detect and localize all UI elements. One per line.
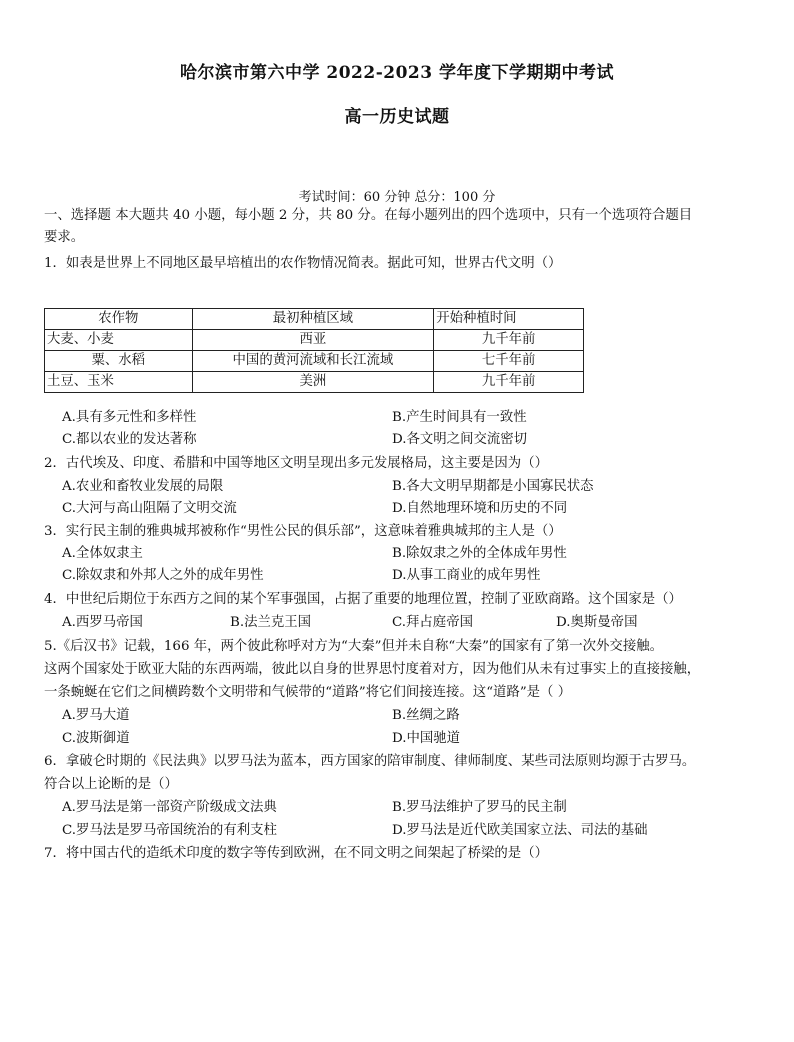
table-cell: 土豆、玉米 xyxy=(45,372,193,393)
question-1-stem: 1．如表是世界上不同地区最早培植出的农作物情况简表。据此可知，世界古代文明（） xyxy=(44,256,562,271)
question-6-option-c: C.罗马法是罗马帝国统治的有利支柱 xyxy=(62,823,277,838)
question-4-stem: 4．中世纪后期位于东西方之间的某个军事强国，占据了重要的地理位置，控制了亚欧商路。这个国家是（） xyxy=(44,592,682,607)
section-intro-line2: 要求。 xyxy=(44,230,85,245)
question-5-line1: 5.《后汉书》记载，166 年，两个彼此称呼对方为“大秦”但并未自称“大秦”的国家有了第一次外交接触。 xyxy=(44,639,663,654)
question-3-option-d: D.从事工商业的成年男性 xyxy=(392,568,541,583)
table-cell: 九千年前 xyxy=(434,372,584,393)
question-6-option-a: A.罗马法是第一部资产阶级成文法典 xyxy=(62,800,277,815)
question-2-option-a: A.农业和畜牧业发展的局限 xyxy=(62,479,224,494)
question-1-option-a: A.具有多元性和多样性 xyxy=(62,410,197,425)
question-5-option-d: D.中国驰道 xyxy=(392,731,461,746)
section-intro-line1: 一、选择题 本大题共 40 小题，每小题 2 分，共 80 分。在每小题列出的四个选项中，只有一个选项符合题目 xyxy=(44,208,693,223)
table-row xyxy=(45,351,584,372)
question-3-option-b: B.除奴隶之外的全体成年男性 xyxy=(392,546,567,561)
table-header-cell: 农作物 xyxy=(45,309,193,330)
question-4-option-a: A.西罗马帝国 xyxy=(62,615,143,630)
exam-title: 哈尔滨市第六中学 2022-2023 学年度下学期期中考试 xyxy=(179,63,615,83)
exam-subtitle: 高一历史试题 xyxy=(344,107,450,127)
question-1-option-d: D.各文明之间交流密切 xyxy=(392,432,528,447)
question-3-stem: 3．实行民主制的雅典城邦被称作“男性公民的俱乐部”，这意味着雅典城邦的主人是（） xyxy=(44,524,562,539)
table-cell: 美洲 xyxy=(192,372,434,393)
question-1-option-c: C.都以农业的发达著称 xyxy=(62,432,197,447)
question-6-line1: 6．拿破仑时期的《民法典》以罗马法为蓝本，西方国家的陪审制度、律师制度、某些司法原则均源于古罗马。 xyxy=(44,754,696,769)
question-3-option-c: C.除奴隶和外邦人之外的成年男性 xyxy=(62,568,264,583)
question-5-option-a: A.罗马大道 xyxy=(62,708,130,723)
question-7-stem: 7．将中国古代的造纸术印度的数字等传到欧洲，在不同文明之间架起了桥梁的是（） xyxy=(44,846,548,861)
table-header-cell: 开始种植时间 xyxy=(434,309,584,330)
table-header-cell: 最初种植区域 xyxy=(192,309,434,330)
table-cell: 中国的黄河流域和长江流域 xyxy=(192,351,434,372)
question-4-option-b: B.法兰克王国 xyxy=(230,615,312,630)
table-row xyxy=(45,330,584,351)
table-cell: 七千年前 xyxy=(434,351,584,372)
table-cell: 九千年前 xyxy=(434,330,584,351)
question-2-option-d: D.自然地理环境和历史的不同 xyxy=(392,501,568,516)
table-cell: 大麦、小麦 xyxy=(45,330,193,351)
table-header-row xyxy=(45,309,584,330)
table-row xyxy=(45,372,584,393)
question-2-stem: 2．古代埃及、印度、希腊和中国等地区文明呈现出多元发展格局，这主要是因为（） xyxy=(44,456,548,471)
table-cell: 西亚 xyxy=(192,330,434,351)
question-5-line3: 一条蜿蜒在它们之间横跨数个文明带和气候带的“道路”将它们间接连接。这“道路”是（ ） xyxy=(44,685,572,700)
question-6-option-b: B.罗马法维护了罗马的民主制 xyxy=(392,800,567,815)
question-4-option-d: D.奥斯曼帝国 xyxy=(556,615,638,630)
question-5-option-c: C.波斯御道 xyxy=(62,731,130,746)
table-cell: 粟、水稻 xyxy=(45,351,193,372)
question-2-option-b: B.各大文明早期都是小国寡民状态 xyxy=(392,479,594,494)
question-3-option-a: A.全体奴隶主 xyxy=(62,546,143,561)
question-1-option-b: B.产生时间具有一致性 xyxy=(392,410,527,425)
question-6-option-d: D.罗马法是近代欧美国家立法、司法的基础 xyxy=(392,823,648,838)
question-6-line2: 符合以上论断的是（） xyxy=(44,777,178,792)
question-5-line2: 这两个国家处于欧亚大陆的东西两端，彼此以自身的世界思忖度着对方，因为他们从未有过事实上的直接接触， xyxy=(44,662,701,677)
question-4-option-c: C.拜占庭帝国 xyxy=(392,615,473,630)
crop-table xyxy=(44,308,584,393)
question-5-option-b: B.丝绸之路 xyxy=(392,708,460,723)
exam-time-score: 考试时间：60 分钟 总分：100 分 xyxy=(298,190,496,205)
question-2-option-c: C.大河与高山阻隔了文明交流 xyxy=(62,501,237,516)
